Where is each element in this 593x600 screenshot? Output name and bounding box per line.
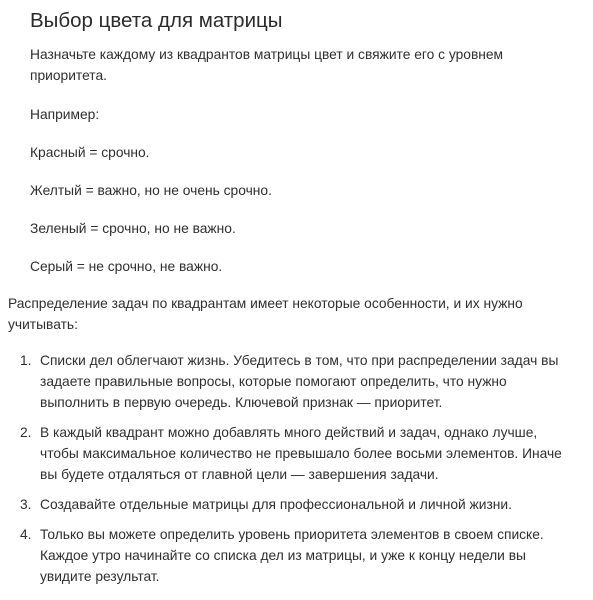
list-item: [20, 350, 565, 413]
example-label: Например:: [30, 107, 100, 122]
intro-text: Назначьте каждому из квадрантов матрицы цвет и свяжите его с уровнем приоритета.: [30, 47, 504, 83]
list-item: [20, 524, 565, 587]
list-item: [20, 494, 565, 515]
color-yellow-line: Желтый = важно, но не очень срочно.: [30, 183, 272, 198]
color-gray-line: Серый = не срочно, не важно.: [30, 259, 223, 274]
list-item-text: Списки дел облегчают жизнь. Убедитесь в том, что при распределении задач вы задаете правильные вопросы, которые помогают определить, что нужно выполнить в первую очередь. Ключевой признак — приоритет.: [40, 353, 559, 410]
list-item-number: 1.: [20, 353, 32, 368]
list-item-number: 2.: [20, 425, 32, 440]
features-list: [20, 350, 565, 596]
section-title: Выбор цвета для матрицы: [30, 9, 283, 32]
list-item-text: Только вы можете определить уровень приоритета элементов в своем списке. Каждое утро начинайте со списка дел из матрицы, и уже к концу недели вы увидите результат.: [40, 527, 544, 584]
list-item-number: 4.: [20, 527, 32, 542]
list-item: [20, 422, 565, 485]
list-item-text: Создавайте отдельные матрицы для профессиональной и личной жизни.: [40, 497, 512, 512]
list-item-number: 3.: [20, 497, 32, 512]
features-paragraph: Распределение задач по квадрантам имеет некоторые особенности, и их нужно учитывать:: [8, 296, 523, 332]
list-item-text: В каждый квадрант можно добавлять много действий и задач, однако лучше, чтобы максимальное количество не превышало более восьми элементов. Иначе вы будете отдаляться от главной цели — завершения задачи.: [40, 425, 562, 482]
color-green-line: Зеленый = срочно, но не важно.: [30, 221, 236, 236]
color-red-line: Красный = срочно.: [30, 145, 150, 160]
